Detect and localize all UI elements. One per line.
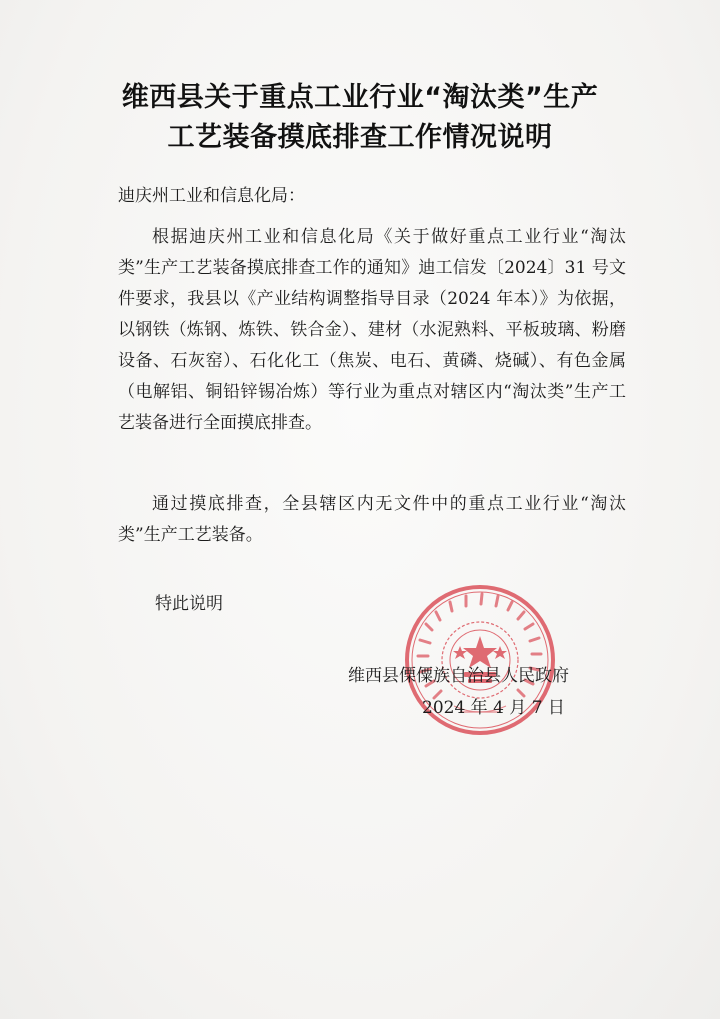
signing-date: 2024 年 4 月 7 日 [422, 698, 565, 718]
title-line-1: 维西县关于重点工业行业“淘汰类”生产 [121, 82, 599, 113]
body-paragraph-1: 根据迪庆州工业和信息化局《关于做好重点工业行业“淘汰类”生产工艺装备摸底排查工作的通知》迪工信发〔2024〕31 号文件要求，我县以《产业结构调整指导目录（2024 年本）》为依据，以钢铁（炼钢、炼铁、铁合金）、建材（水泥熟料、平板玻璃、粉磨设备、石灰窑）、石化化工（焦炭、电石、黄磷、烧碱）、有色金属（电解铝、铜铅锌锡冶炼）等行业为重点对辖区内“淘汰类”生产工艺装备进行全面摸底排查。 [118, 227, 626, 433]
document-title [60, 78, 660, 158]
body-paragraph-2: 通过摸底排查，全县辖区内无文件中的重点工业行业“淘汰类”生产工艺装备。 [118, 494, 626, 545]
closing-remark: 特此说明 [155, 594, 223, 614]
title-line-2: 工艺装备摸底排查工作情况说明 [167, 122, 553, 153]
addressee: 迪庆州工业和信息化局： [118, 186, 305, 206]
signer-organization: 维西县傈僳族自治县人民政府 [348, 666, 569, 686]
